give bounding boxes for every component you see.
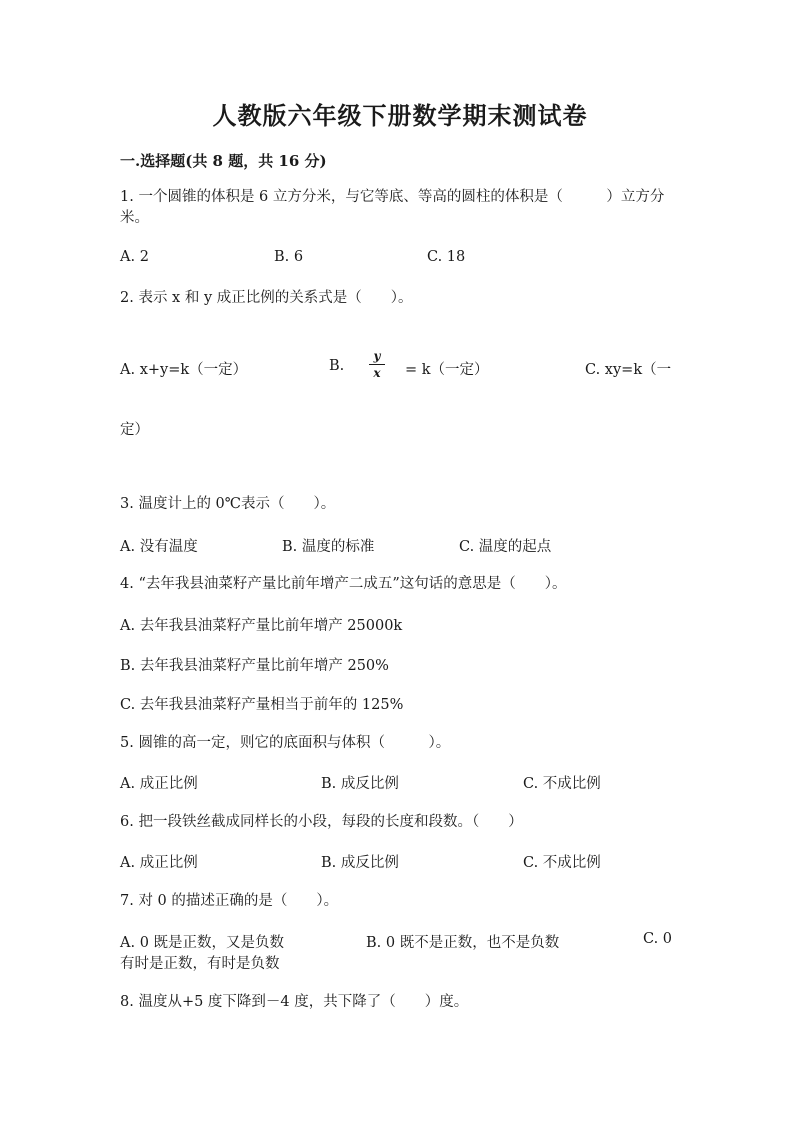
fraction-bar (369, 364, 385, 365)
q3-option-b: B. 温度的标准 (282, 539, 375, 555)
q5-option-a: A. 成正比例 (120, 776, 198, 792)
fraction-y-over-x (369, 350, 385, 379)
page-title: 人教版六年级下册数学期末测试卷 (212, 101, 588, 130)
q2-option-c-continued: 定） (120, 422, 149, 438)
question-1-stem: 1. 一个圆锥的体积是 6 立方分米，与它等底、等高的圆柱的体积是（ ）立方分米。 (120, 189, 665, 226)
question-3-stem: 3. 温度计上的 0℃表示（ ）。 (120, 496, 336, 512)
q6-option-a: A. 成正比例 (120, 855, 198, 871)
q4-option-a: A. 去年我县油菜籽产量比前年增产 25000k (120, 618, 403, 634)
q1-option-c: C. 18 (427, 249, 466, 265)
question-5-stem: 5. 圆锥的高一定，则它的底面积与体积（ ）。 (120, 735, 451, 751)
q1-option-b: B. 6 (274, 249, 304, 265)
question-6-stem: 6. 把一段铁丝截成同样长的小段，每段的长度和段数。（ ） (120, 814, 523, 830)
fraction-numerator: y (373, 349, 381, 363)
q7-option-b: B. 0 既不是正数，也不是负数 (366, 935, 560, 951)
q2-option-b-label: B. (329, 358, 345, 374)
q6-option-c: C. 不成比例 (523, 855, 601, 871)
q7-option-c-continued: 有时是正数，有时是负数 (120, 956, 280, 972)
q7-option-a: A. 0 既是正数，又是负数 (120, 935, 285, 951)
section-heading: 一.选择题(共 8 题，共 16 分) (120, 152, 327, 170)
q2-option-c: C. xy=k（一 (585, 362, 672, 378)
q5-option-b: B. 成反比例 (321, 776, 399, 792)
q7-option-c: C. 0 (643, 931, 673, 947)
q2-option-b-rest: = k（一定） (405, 362, 489, 378)
q2-option-a: A. x+y=k（一定） (120, 362, 248, 378)
q3-option-c: C. 温度的起点 (459, 539, 552, 555)
q6-option-b: B. 成反比例 (321, 855, 399, 871)
q3-option-a: A. 没有温度 (120, 539, 198, 555)
question-2-stem: 2. 表示 x 和 y 成正比例的关系式是（ ）。 (120, 290, 413, 306)
q5-option-c: C. 不成比例 (523, 776, 601, 792)
q4-option-c: C. 去年我县油菜籽产量相当于前年的 125% (120, 697, 404, 713)
question-7-stem: 7. 对 0 的描述正确的是（ ）。 (120, 893, 339, 909)
q4-option-b: B. 去年我县油菜籽产量比前年增产 250% (120, 658, 389, 674)
fraction-denominator: x (373, 366, 381, 380)
question-8-stem: 8. 温度从+5 度下降到－4 度，共下降了（ ）度。 (120, 994, 469, 1010)
q1-option-a: A. 2 (120, 249, 149, 265)
question-4-stem: 4. “去年我县油菜籽产量比前年增产二成五”这句话的意思是（ ）。 (120, 576, 567, 592)
